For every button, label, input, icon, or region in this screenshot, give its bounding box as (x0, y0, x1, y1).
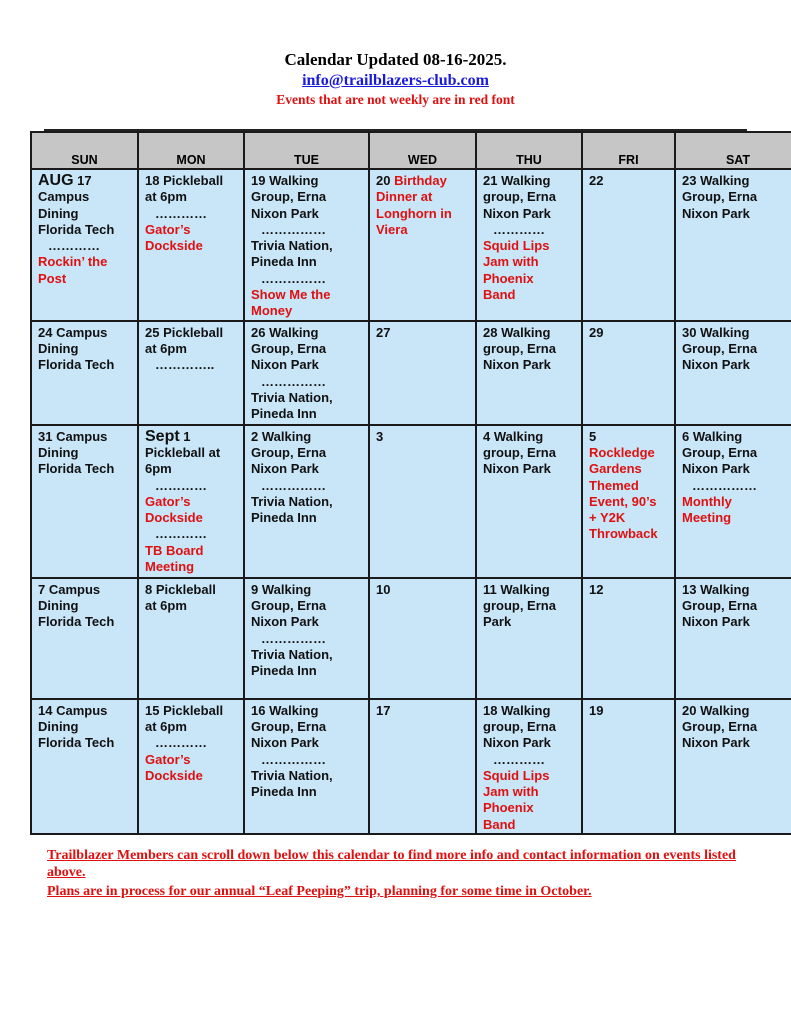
cell-line (145, 429, 240, 445)
footer-members-note: Trailblazer Members can scroll down below this calendar to find more info and contact information on events listed above. (47, 848, 736, 880)
event-text-red: Jam with (483, 784, 539, 800)
day-cell-tue (244, 578, 369, 699)
day-cell-sun (31, 699, 138, 834)
cell-line: 6 Walking (682, 428, 743, 444)
cell-line: 30 Walking (682, 324, 750, 340)
cell-line: Trivia Nation, (251, 767, 333, 783)
day-header-mon: MON (138, 132, 244, 169)
calendar-title: Calendar Updated 08-16-2025. (284, 50, 507, 69)
cell-line: 26 Walking (251, 324, 319, 340)
event-text-red: Themed (589, 477, 639, 493)
separator-dots: ………… (493, 221, 545, 237)
cell-line: Nixon Park (251, 205, 319, 221)
cell-line: 25 Pickleball (145, 324, 224, 340)
cell-line: Group, Erna (251, 340, 327, 356)
cell-line: Pineda Inn (251, 663, 317, 679)
day-header-sat: SAT (675, 132, 791, 169)
week-row (31, 699, 791, 834)
cell-line: Group, Erna (251, 444, 327, 460)
day-cell-wed (369, 425, 476, 578)
event-text-red: Meeting (682, 510, 732, 526)
cell-line: Campus (38, 189, 90, 205)
cell-line: 27 (376, 324, 391, 340)
cell-line: 19 Walking (251, 173, 319, 188)
cell-line: group, Erna (483, 718, 556, 734)
weekday-header-row (31, 132, 791, 169)
event-text-red: Dockside (145, 510, 203, 526)
day-cell-tue (244, 321, 369, 425)
day-header-thu: THU (476, 132, 582, 169)
week-row (31, 425, 791, 578)
cell-line: Trivia Nation, (251, 493, 333, 509)
separator-dots: …………… (261, 270, 326, 286)
cell-line: Group, Erna (682, 597, 758, 613)
cell-line: 21 Walking (483, 173, 551, 188)
cell-line: Nixon Park (682, 205, 750, 221)
cell-line: 16 Walking (251, 702, 319, 718)
separator-dots: ………… (493, 751, 545, 767)
day-number: 17 (73, 173, 92, 188)
cell-line: Pineda Inn (251, 784, 317, 800)
week-row (31, 321, 791, 425)
cell-line: Nixon Park (251, 614, 319, 630)
event-text-red: Dockside (145, 767, 203, 783)
day-cell-sun (31, 321, 138, 425)
cell-line: Trivia Nation, (251, 646, 333, 662)
event-text-red: Gator’s (145, 751, 191, 767)
cell-line: 9 Walking (251, 581, 312, 597)
footer-leaf-peeping-note: Plans are in process for our annual “Leaf Peeping” trip, planning for some time in October. (47, 884, 592, 899)
day-cell-thu (476, 321, 582, 425)
event-text-red: Jam with (483, 254, 539, 270)
cell-line: Nixon Park (251, 357, 319, 373)
event-text-red: Event, 90’s (589, 493, 657, 509)
calendar-grid (30, 131, 791, 835)
event-text-red: Throwback (589, 526, 658, 542)
event-text-red: Rockledge (589, 444, 655, 460)
event-text-red: Dockside (145, 238, 203, 254)
cell-line: Dining (38, 444, 79, 460)
day-cell-fri (582, 425, 675, 578)
day-cell-sat (675, 321, 791, 425)
cell-line: Nixon Park (682, 461, 750, 477)
cell-line: group, Erna (483, 444, 556, 460)
day-cell-sat (675, 425, 791, 578)
day-number: 1 (179, 428, 191, 444)
cell-line: 18 Walking (483, 702, 551, 718)
event-text-red: Birthday (394, 173, 447, 188)
day-cell-fri (582, 699, 675, 834)
cell-line: 15 Pickleball (145, 702, 224, 718)
separator-dots: ………… (48, 238, 100, 254)
day-cell-mon (138, 578, 244, 699)
day-header-tue: TUE (244, 132, 369, 169)
event-text-red: + Y2K (589, 510, 626, 526)
separator-dots: …………… (261, 630, 326, 646)
cell-line: Nixon Park (682, 357, 750, 373)
email-link[interactable]: info@trailblazers-club.com (302, 72, 489, 89)
day-cell-thu (476, 425, 582, 578)
cell-line: Group, Erna (682, 189, 758, 205)
day-cell-sat (675, 169, 791, 321)
day-cell-sun (31, 578, 138, 699)
day-cell-mon (138, 169, 244, 321)
day-cell-mon (138, 321, 244, 425)
cell-line: at 6pm (145, 718, 187, 734)
cell-line (376, 173, 472, 189)
cell-line: 31 Campus (38, 428, 108, 444)
cell-line: Nixon Park (682, 614, 750, 630)
event-text-red: Rockin’ the (38, 254, 108, 270)
separator-dots: …………… (261, 477, 326, 493)
cell-line: Nixon Park (251, 461, 319, 477)
cell-line: Group, Erna (682, 340, 758, 356)
day-cell-fri (582, 169, 675, 321)
cell-line: Group, Erna (682, 718, 758, 734)
cell-line: group, Erna (483, 340, 556, 356)
cell-line: 17 (376, 702, 391, 718)
day-cell-thu (476, 169, 582, 321)
cell-line: Florida Tech (38, 735, 115, 751)
event-text-red: Band (483, 816, 516, 832)
event-text-red: Gator’s (145, 493, 191, 509)
day-cell-tue (244, 699, 369, 834)
month-label: Sept (145, 427, 180, 445)
separator-dots: ………… (155, 526, 207, 542)
cell-line: 5 (589, 428, 597, 444)
cell-line: Pickleball at (145, 444, 221, 460)
cell-line: Florida Tech (38, 461, 115, 477)
cell-line: Group, Erna (251, 597, 327, 613)
cell-line: Group, Erna (682, 444, 758, 460)
separator-dots: …………… (261, 751, 326, 767)
cell-line: Florida Tech (38, 221, 115, 237)
cell-line: Dining (38, 718, 79, 734)
cell-line: 22 (589, 173, 604, 188)
event-text-red: Phoenix (483, 800, 534, 816)
cell-line: Nixon Park (483, 205, 551, 221)
cell-line: 23 Walking (682, 173, 750, 188)
cell-line: 14 Campus (38, 702, 108, 718)
cell-line: at 6pm (145, 597, 187, 613)
separator-dots: …………… (692, 477, 757, 493)
cell-line: 18 Pickleball (145, 173, 224, 188)
cell-line: group, Erna (483, 597, 556, 613)
cell-line: Dining (38, 597, 79, 613)
event-text-red: Longhorn in (376, 205, 452, 221)
day-number: 20 (376, 173, 395, 188)
cell-line: Florida Tech (38, 357, 115, 373)
cell-line: Nixon Park (483, 357, 551, 373)
event-text-red: Monthly (682, 493, 732, 509)
calendar-body (31, 169, 791, 834)
cell-line: 6pm (145, 461, 172, 477)
day-cell-mon (138, 699, 244, 834)
cell-line: Nixon Park (682, 735, 750, 751)
day-cell-tue (244, 425, 369, 578)
cell-line: 20 Walking (682, 702, 750, 718)
event-text-red: Squid Lips (483, 767, 550, 783)
cell-line: Pineda Inn (251, 254, 317, 270)
cell-line: Trivia Nation, (251, 389, 333, 405)
cell-line: 8 Pickleball (145, 581, 216, 597)
cell-line: Group, Erna (251, 189, 327, 205)
cell-line: 7 Campus (38, 581, 101, 597)
day-cell-tue (244, 169, 369, 321)
week-row (31, 578, 791, 699)
day-cell-sat (675, 699, 791, 834)
event-text-red: Dinner at (376, 189, 433, 205)
cell-line: Trivia Nation, (251, 238, 333, 254)
day-cell-wed (369, 169, 476, 321)
event-text-red: Show Me the (251, 287, 331, 303)
cell-line: 29 (589, 324, 604, 340)
separator-dots: ………… (155, 205, 207, 221)
cell-line: Park (483, 614, 512, 630)
cell-line (38, 173, 134, 189)
separator-dots: …………… (261, 373, 326, 389)
week-row (31, 169, 791, 321)
day-cell-wed (369, 699, 476, 834)
separator-dots: ………… (155, 735, 207, 751)
cell-line: 11 Walking (483, 581, 550, 597)
separator-dots: ………… (155, 477, 207, 493)
cell-line: at 6pm (145, 340, 187, 356)
day-cell-thu (476, 699, 582, 834)
day-cell-sun (31, 169, 138, 321)
cell-line: at 6pm (145, 189, 187, 205)
day-cell-fri (582, 321, 675, 425)
cell-line: Pineda Inn (251, 406, 317, 422)
day-header-sun: SUN (31, 132, 138, 169)
day-header-wed: WED (369, 132, 476, 169)
cell-line: Pineda Inn (251, 510, 317, 526)
red-font-note: Events that are not weekly are in red font (276, 92, 515, 107)
day-cell-sat (675, 578, 791, 699)
cell-line: 2 Walking (251, 428, 312, 444)
month-label: AUG (38, 172, 74, 189)
cell-line: 24 Campus (38, 324, 108, 340)
cell-line: Group, Erna (251, 718, 327, 734)
cell-line: 4 Walking (483, 428, 544, 444)
event-text-red: TB Board (145, 542, 204, 558)
day-cell-fri (582, 578, 675, 699)
event-text-red: Money (251, 303, 293, 319)
day-cell-thu (476, 578, 582, 699)
cell-line: 3 (376, 428, 384, 444)
event-text-red: Post (38, 270, 67, 286)
event-text-red: Gardens (589, 461, 642, 477)
event-text-red: Band (483, 287, 516, 303)
event-text-red: Gator’s (145, 221, 191, 237)
cell-line: 13 Walking (682, 581, 750, 597)
cell-line: 19 (589, 702, 604, 718)
day-cell-mon (138, 425, 244, 578)
day-cell-sun (31, 425, 138, 578)
cell-line: group, Erna (483, 189, 556, 205)
day-header-fri: FRI (582, 132, 675, 169)
cell-line: Florida Tech (38, 614, 115, 630)
cell-line: Dining (38, 205, 79, 221)
event-text-red: Viera (376, 221, 408, 237)
cell-line: 10 (376, 581, 391, 597)
cell-line: 28 Walking (483, 324, 551, 340)
separator-dots: …………… (261, 221, 326, 237)
cell-line: 12 (589, 581, 604, 597)
cell-line: Nixon Park (483, 735, 551, 751)
day-cell-wed (369, 578, 476, 699)
event-text-red: Phoenix (483, 270, 534, 286)
event-text-red: Squid Lips (483, 238, 550, 254)
contact-email (0, 72, 791, 90)
event-text-red: Meeting (145, 559, 195, 575)
day-cell-wed (369, 321, 476, 425)
cell-line: Nixon Park (483, 461, 551, 477)
cell-line: Nixon Park (251, 735, 319, 751)
separator-dots: ………….. (155, 357, 215, 373)
cell-line: Dining (38, 340, 79, 356)
